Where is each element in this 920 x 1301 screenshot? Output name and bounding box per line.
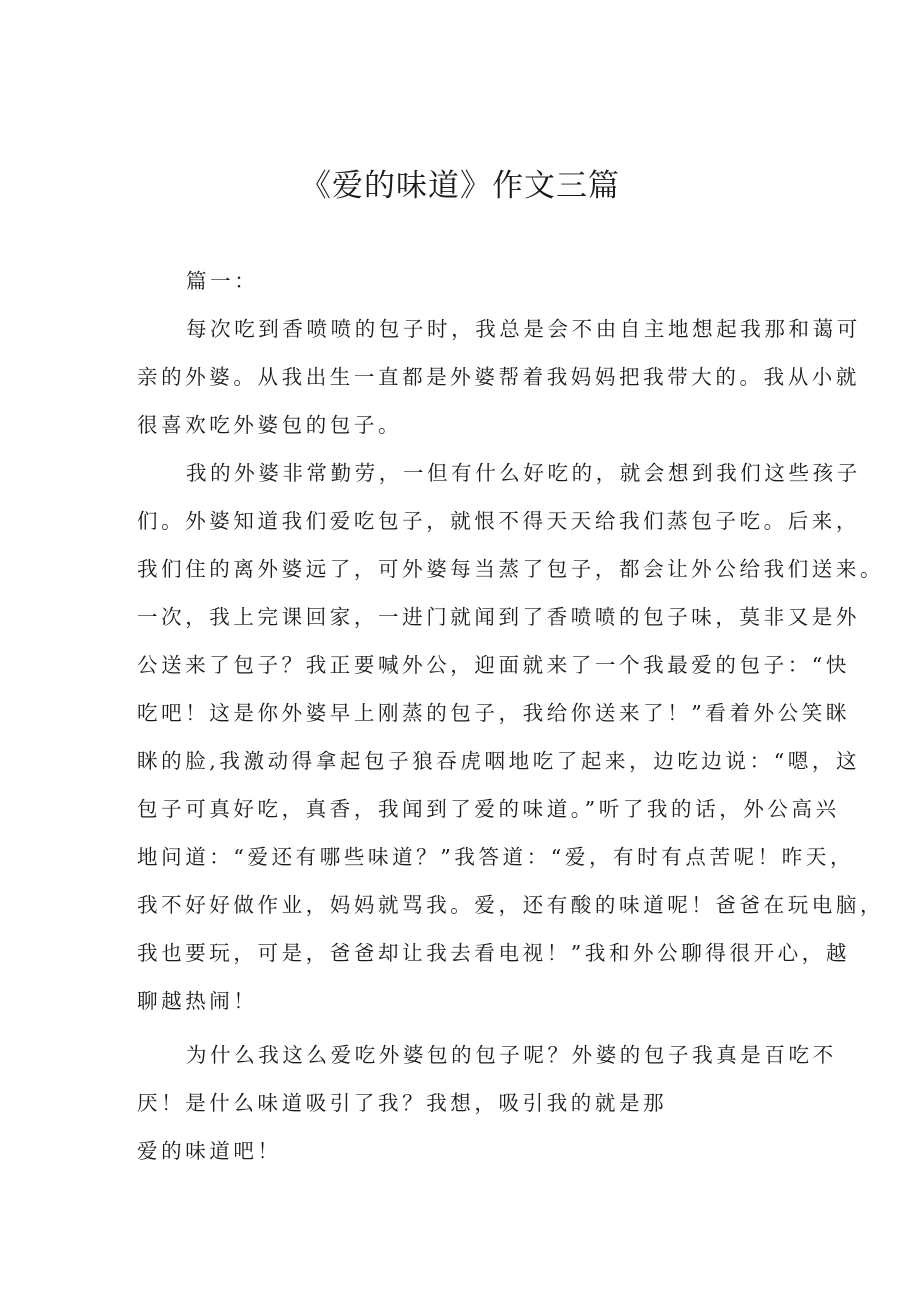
- text-line: 厌！是什么味道吸引了我？我想，吸引我的就是那: [137, 1091, 668, 1115]
- section-heading: 篇一：: [186, 269, 259, 293]
- text-line: 我不好好做作业，妈妈就骂我。爱，还有酸的味道呢！爸爸在玩电脑，: [137, 893, 885, 917]
- text-line: 聊越热闹！: [137, 989, 258, 1013]
- text-line: 眯的脸,我激动得拿起包子狼吞虎咽地吃了起来，边吃边说：“嗯，这: [137, 749, 861, 773]
- text-line: 吃吧！这是你外婆早上刚蒸的包子，我给你送来了！”看着外公笑眯: [137, 701, 850, 725]
- text-line: 为什么我这么爱吃外婆包的包子呢？外婆的包子我真是百吃不: [186, 1043, 837, 1067]
- text-line: 每次吃到香喷喷的包子时，我总是会不由自主地想起我那和蔼可: [186, 317, 861, 341]
- text-line: 们。外婆知道我们爱吃包子，就恨不得天天给我们蒸包子吃。后来，: [137, 509, 860, 533]
- text-line: 公送来了包子？我正要喊外公，迎面就来了一个我最爱的包子：“快: [137, 653, 850, 677]
- text-line: 我也要玩，可是，爸爸却让我去看电视！”我和外公聊得很开心，越: [137, 941, 850, 965]
- text-line: 地问道：“爱还有哪些味道？”我答道：“爱，有时有点苦呢！昨天，: [137, 845, 855, 869]
- text-line: 包子可真好吃，真香，我闻到了爱的味道。”听了我的话，外公高兴: [137, 797, 840, 821]
- text-line: 亲的外婆。从我出生一直都是外婆帮着我妈妈把我带大的。我从小就: [137, 365, 860, 389]
- text-line: 爱的味道吧！: [137, 1139, 282, 1163]
- document-title: 《爱的味道》作文三篇: [300, 168, 620, 204]
- text-line: 我的外婆非常勤劳，一但有什么好吃的，就会想到我们这些孩子: [186, 461, 861, 485]
- text-line: 我们住的离外婆远了，可外婆每当蒸了包子，都会让外公给我们送来。: [137, 557, 885, 581]
- text-line: 一次，我上完课回家，一进门就闻到了香喷喷的包子味，莫非又是外: [137, 605, 860, 629]
- text-line: 很喜欢吃外婆包的包子。: [137, 413, 403, 437]
